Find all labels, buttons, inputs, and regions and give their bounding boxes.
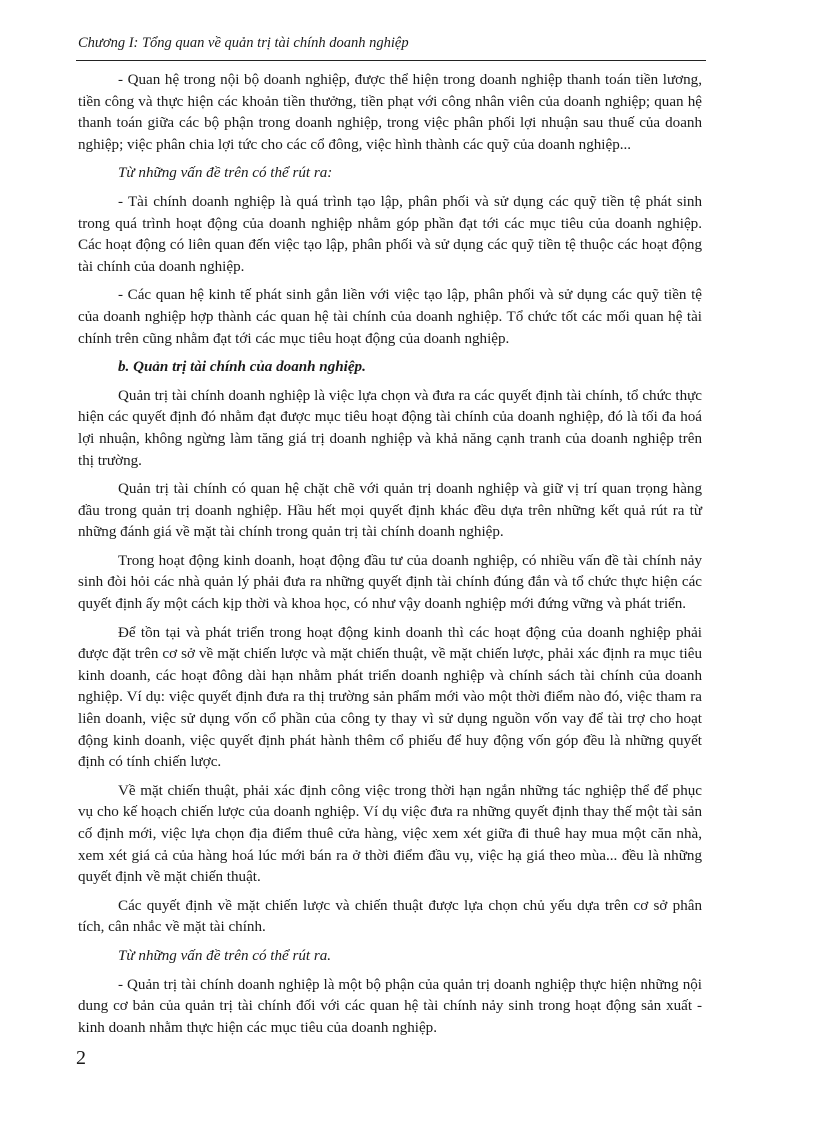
section-heading-b: b. Quản trị tài chính của doanh nghiệp. [118, 359, 366, 376]
paragraph-tactics: Về mặt chiến thuật, phải xác định công việc trong thời hạn ngắn những tác nghiệp thể để phục vụ cho kế hoạch chiến lược của doanh nghiệp. Ví dụ việc đưa ra những quyết định thay thế một tài sản cố định mới, việc lựa chọn địa điểm thuê cửa hàng, việc xem xét giữa đi thuê hay mua một căn nhà, xem xét giá cả của hàng hoá lúc mới bán ra ở thời điểm đầu vụ, việc hạ giá theo mùa... đều là những quyết định về mặt chiến thuật. [78, 782, 702, 886]
paragraph-relation-management: Quản trị tài chính có quan hệ chặt chẽ với quản trị doanh nghiệp và giữ vị trí quan trọng hàng đầu trong quản trị doanh nghiệp. Hầu hết mọi quyết định khác đều dựa trên những kết quả rút ra từ những đánh giá về mặt tài chính trong quản trị tài chính doanh nghiệp. [78, 481, 702, 541]
header-divider [76, 60, 706, 61]
paragraph-decisions: Các quyết định về mặt chiến lược và chiến thuật được lựa chọn chủ yếu dựa trên cơ sở phân tích, cân nhắc về mặt tài chính. [78, 897, 702, 936]
paragraph-conclusion: - Quản trị tài chính doanh nghiệp là một bộ phận của quản trị doanh nghiệp thực hiện những nội dung cơ bản của quản trị tài chính đối với các quan hệ tài chính nảy sinh trong hoạt động sản xuất - kinh doanh nhằm thực hiện các mục tiêu của doanh nghiệp. [78, 976, 702, 1036]
paragraph-financial-relations: - Các quan hệ kinh tế phát sinh gắn liền với việc tạo lập, phân phối và sử dụng các quỹ tiền tệ của doanh nghiệp hợp thành các quan hệ tài chính của doanh nghiệp. Tổ chức tốt các mối quan hệ tài chính trên cũng nhằm đạt tới các mục tiêu hoạt động của doanh nghiệp. [78, 287, 702, 347]
paragraph-definition-finance: - Tài chính doanh nghiệp là quá trình tạo lập, phân phối và sử dụng các quỹ tiền tệ phát sinh trong quá trình hoạt động của doanh nghiệp nhằm góp phần đạt tới các mục tiêu của doanh nghiệp. Các hoạt động có liên quan đến việc tạo lập, phân phối và sử dụng các quỹ tiền tệ thuộc các hoạt động tài chính của doanh nghiệp. [78, 193, 702, 275]
page-number: 2 [76, 1047, 86, 1069]
paragraph-strategy: Để tồn tại và phát triển trong hoạt động kinh doanh thì các hoạt động của doanh nghiệp phải được đặt trên cơ sở về mặt chiến lược và mặt chiến thuật, về mặt chiến lược, phải xác định ra mục tiêu kinh doanh, các hoạt đông dài hạn nhằm phát triển doanh nghiệp và chính sách tài chính của doanh nghiệp. Ví dụ: việc quyết định đưa ra thị trường sản phẩm mới vào một thời điểm nào đó, việc tham ra liên doanh, việc sử dụng vốn cổ phần của công ty thay vì sử dụng nguồn vốn vay để tài trợ cho hoạt động kinh doanh, việc quyết định phát hành thêm cổ phiếu để huy động vốn góp đều là những quyết định có tính chiến lược. [78, 624, 702, 771]
running-header: Chương I: Tổng quan về quản trị tài chính doanh nghiệp [78, 35, 409, 51]
paragraph-business-activity: Trong hoạt động kinh doanh, hoạt động đầu tư của doanh nghiệp, có nhiều vấn đề tài chính nảy sinh đòi hỏi các nhà quản lý phải đưa ra những quyết định tài chính đúng đắn và tổ chức thực hiện các quyết định ấy một cách kịp thời và khoa học, có như vậy doanh nghiệp mới đứng vững và phát triển. [78, 552, 702, 613]
paragraph-financial-management: Quản trị tài chính doanh nghiệp là việc lựa chọn và đưa ra các quyết định tài chính, tổ chức thực hiện các quyết định đó nhằm đạt được mục tiêu hoạt động tài chính của doanh nghiệp, đó là tối đa hoá lợi nhuận, không ngừng làm tăng giá trị doanh nghiệp và khả năng cạnh tranh của doanh nghiệp trên thị trường. [78, 387, 702, 469]
conclusion-lead-1: Từ những vấn đề trên có thể rút ra: [118, 165, 333, 182]
page-body [78, 70, 702, 1046]
paragraph-internal-relations: - Quan hệ trong nội bộ doanh nghiệp, được thể hiện trong doanh nghiệp thanh toán tiền lương, tiền công và thực hiện các khoản tiền thưởng, tiền phạt với công nhân viên của doanh nghiệp; quan hệ thanh toán giữa các bộ phận trong doanh nghiệp, trong việc phân phối lợi nhuận sau thuế của doanh nghiệp; việc phân chia lợi tức cho các cổ đông, việc hình thành các quỹ của doanh nghiệp... [78, 72, 702, 153]
conclusion-lead-2: Từ những vấn đề trên có thể rút ra. [118, 947, 332, 964]
